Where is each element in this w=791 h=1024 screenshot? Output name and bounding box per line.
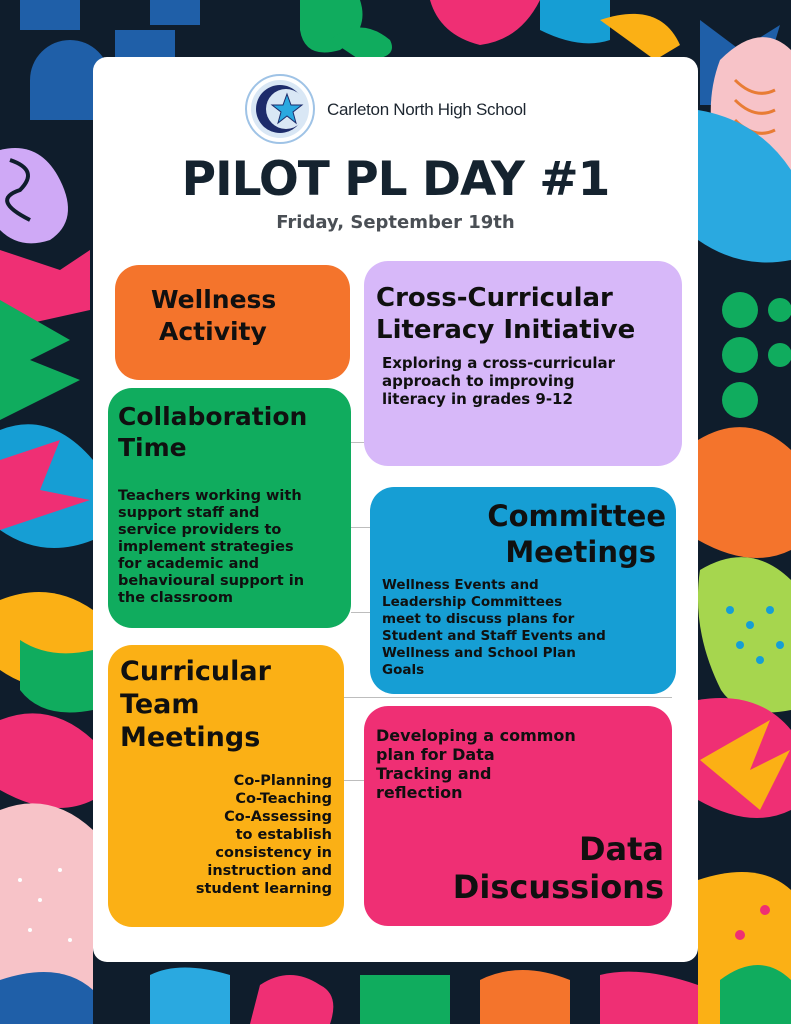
page-title: PILOT PL DAY #1 [181, 152, 610, 207]
literacy-initiative-card [364, 261, 682, 466]
school-name: Carleton North High School [327, 100, 527, 119]
card-description: consistency in [215, 845, 332, 861]
connector-line [344, 780, 364, 781]
card-description: implement strategies [118, 539, 294, 555]
card-description: for academic and [118, 556, 260, 572]
card-description: Co-Planning [233, 773, 332, 789]
card-description: support staff and [118, 505, 260, 521]
card-title: Meetings [120, 722, 261, 753]
card-description: reflection [376, 783, 463, 802]
card-description: Wellness Events and [382, 577, 539, 593]
connector-line [350, 442, 364, 443]
card-description: Student and Staff Events and [382, 628, 606, 644]
event-date: Friday, September 19th [276, 212, 515, 233]
card-description: Exploring a cross-curricular [382, 354, 616, 372]
card-description: Leadership Committees [382, 594, 563, 610]
card-description: student learning [195, 881, 332, 897]
card-description: Wellness and School Plan [382, 645, 576, 661]
card-description: service providers to [118, 522, 282, 538]
connector-line [351, 527, 370, 528]
connector-line [351, 612, 370, 613]
card-title: Wellness [151, 285, 277, 314]
card-description: the classroom [118, 590, 233, 606]
card-description: meet to discuss plans for [382, 611, 575, 627]
card-title: Team [120, 689, 200, 720]
card-description: Developing a common [376, 726, 576, 745]
connector-line [344, 697, 672, 698]
card-description: Teachers working with [118, 488, 302, 504]
card-title: Literacy Initiative [376, 315, 636, 345]
data-discussions-card [364, 706, 672, 926]
card-description: plan for Data [376, 745, 495, 764]
card-description: Co-Assessing [224, 809, 332, 825]
card-description: to establish [235, 827, 332, 843]
card-title: Activity [159, 317, 267, 346]
card-description: Co-Teaching [235, 791, 332, 807]
card-description: Tracking and [376, 764, 492, 783]
card-description: approach to improving [382, 372, 575, 390]
card-title: Collaboration [118, 402, 308, 431]
card-description: behavioural support in [118, 573, 305, 589]
wellness-activity-card [115, 265, 350, 380]
card-title: Data [578, 830, 664, 868]
card-title: Cross-Curricular [376, 283, 613, 313]
crescent-star-logo-icon [245, 74, 315, 144]
collaboration-time-card [108, 388, 351, 628]
committee-meetings-card [370, 487, 676, 694]
card-title: Curricular [120, 656, 271, 687]
curricular-team-meetings-card [108, 645, 344, 927]
card-description: instruction and [207, 863, 332, 879]
card-title: Committee [487, 499, 666, 533]
card-description: literacy in grades 9-12 [382, 390, 573, 408]
card-title: Time [118, 433, 187, 462]
card-title: Discussions [452, 868, 664, 906]
card-title: Meetings [505, 535, 656, 569]
card-description: Goals [382, 662, 425, 678]
